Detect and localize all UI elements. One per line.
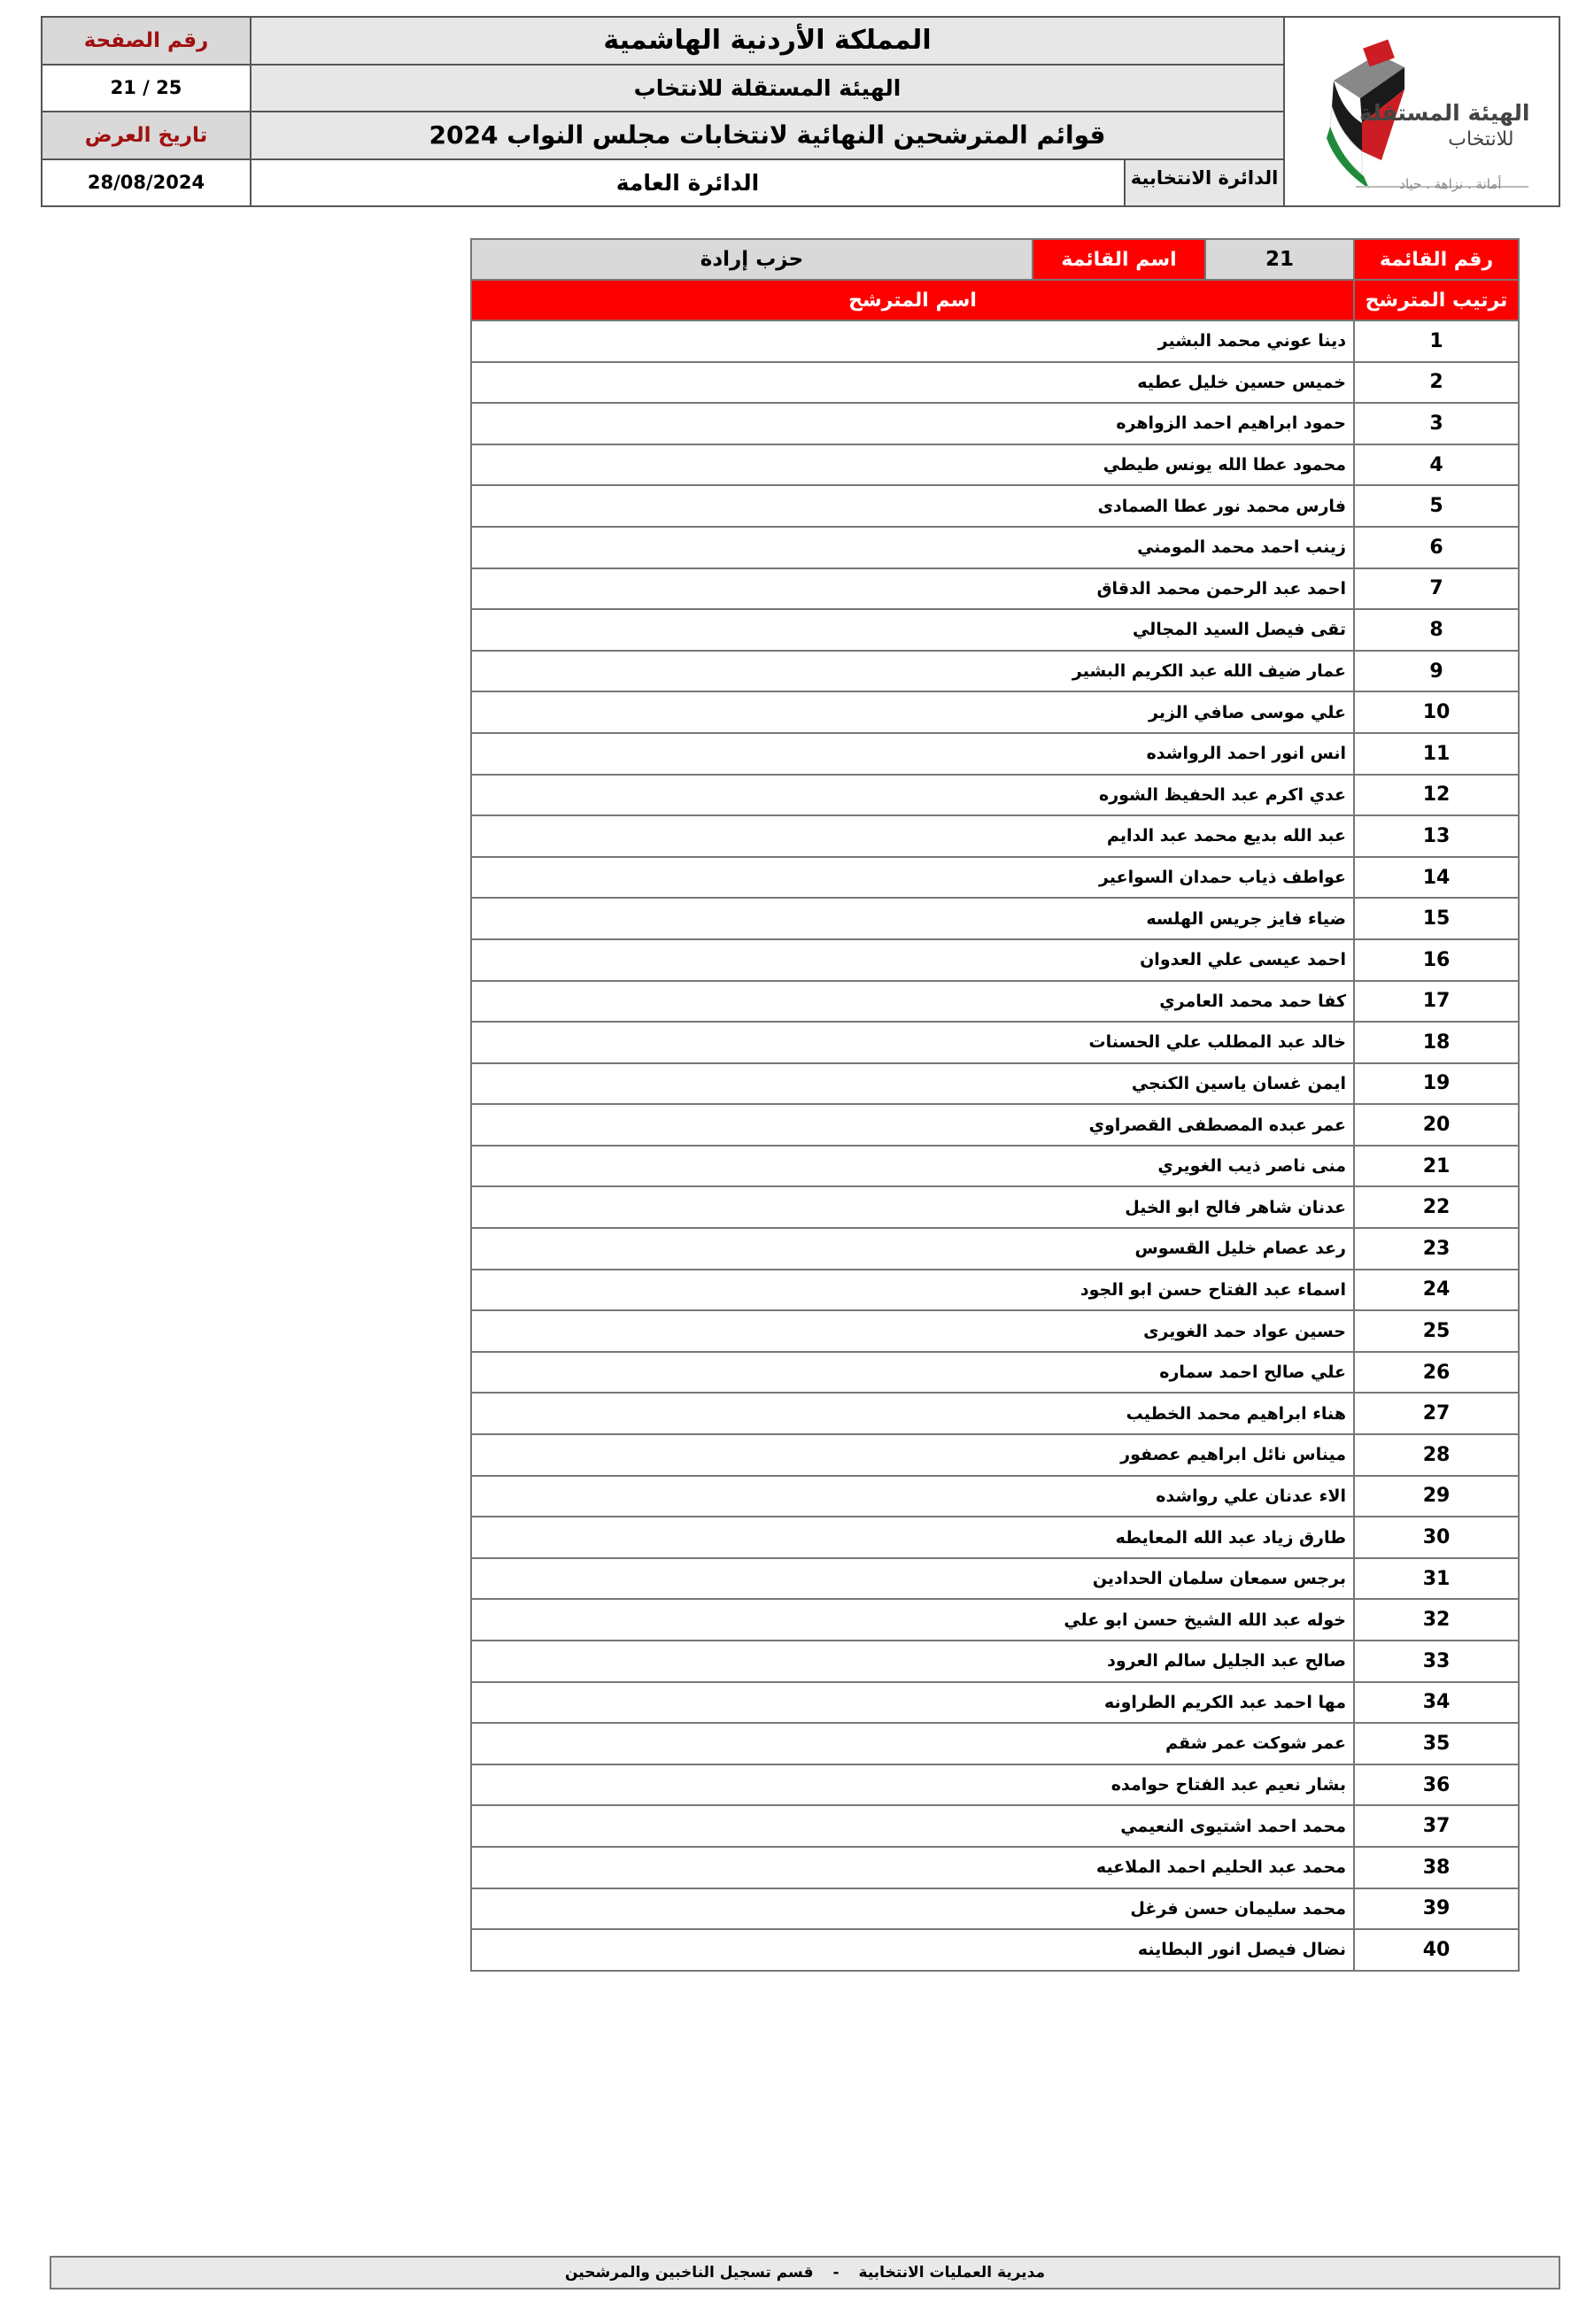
candidate-name: مها احمد عبد الكريم الطراونه <box>471 1682 1354 1724</box>
candidate-name: عمار ضيف الله عبد الكريم البشير <box>471 651 1354 692</box>
candidate-rank: 16 <box>1354 939 1519 981</box>
candidate-rank: 19 <box>1354 1063 1519 1105</box>
table-row <box>471 1723 1519 1764</box>
table-row <box>471 1476 1519 1517</box>
candidate-name: عمر شوكت عمر شقم <box>471 1723 1354 1764</box>
candidate-name: كفا حمد محمد العامري <box>471 981 1354 1023</box>
display-date-label: تاريخ العرض <box>43 112 250 160</box>
logo-name-line2: للانتخاب <box>1448 128 1514 151</box>
candidate-name: خوله عبد الله الشيخ حسن ابو علي <box>471 1599 1354 1641</box>
table-row <box>471 1186 1519 1228</box>
display-date-value: 28/08/2024 <box>43 160 250 206</box>
table-row <box>471 485 1519 527</box>
list-number-label: رقم القائمة <box>1354 239 1519 280</box>
candidate-rank: 40 <box>1354 1929 1519 1971</box>
candidate-rank: 7 <box>1354 568 1519 610</box>
rank-column-header: ترتيب المترشح <box>1354 280 1519 320</box>
table-row <box>471 1310 1519 1352</box>
candidate-name: علي صالح احمد سماره <box>471 1352 1354 1394</box>
candidate-rank: 18 <box>1354 1022 1519 1063</box>
table-row <box>471 691 1519 733</box>
table-row <box>471 1104 1519 1146</box>
table-row <box>471 1764 1519 1806</box>
candidate-rank: 22 <box>1354 1186 1519 1228</box>
candidate-rank: 4 <box>1354 444 1519 486</box>
candidate-rank: 35 <box>1354 1723 1519 1764</box>
table-row <box>471 320 1519 362</box>
candidate-name: احمد عبد الرحمن محمد الدقاق <box>471 568 1354 610</box>
candidate-name: عواطف ذياب حمدان السواعير <box>471 857 1354 899</box>
commission-title: الهيئة المستقلة للانتخاب <box>251 66 1283 113</box>
district-label: الدائرة الانتخابية <box>1124 160 1283 206</box>
table-row <box>471 403 1519 444</box>
list-name-label: اسم القائمة <box>1033 239 1205 280</box>
table-row <box>471 1393 1519 1434</box>
table-row <box>471 733 1519 775</box>
candidate-name: عمر عبده المصطفى القصراوي <box>471 1104 1354 1146</box>
candidate-name: منى ناصر ذيب الغويري <box>471 1146 1354 1187</box>
candidate-rank: 29 <box>1354 1476 1519 1517</box>
table-row <box>471 857 1519 899</box>
district-row <box>251 160 1283 206</box>
column-header-row <box>471 280 1519 320</box>
candidate-rank: 8 <box>1354 609 1519 651</box>
table-row <box>471 1352 1519 1394</box>
candidate-name: ايمن غسان ياسين الكنجي <box>471 1063 1354 1105</box>
table-row <box>471 444 1519 486</box>
candidate-rank: 20 <box>1354 1104 1519 1146</box>
table-row <box>471 1682 1519 1724</box>
table-row <box>471 815 1519 857</box>
page-number-value: 21 / 25 <box>43 66 250 113</box>
candidate-name: فارس محمد نور عطا الصمادى <box>471 485 1354 527</box>
candidate-rank: 10 <box>1354 691 1519 733</box>
candidate-name: دينا عوني محمد البشير <box>471 320 1354 362</box>
table-row <box>471 981 1519 1023</box>
footer-directorate: مديرية العمليات الانتخابية <box>858 2264 1046 2282</box>
candidate-name: عدنان شاهر فالح ابو الخيل <box>471 1186 1354 1228</box>
candidate-name: عدي اكرم عبد الحفيظ الشوره <box>471 775 1354 816</box>
title-column <box>251 18 1285 205</box>
candidate-name: رعد عصام خليل القسوس <box>471 1228 1354 1270</box>
candidate-rank: 33 <box>1354 1641 1519 1682</box>
table-row <box>471 1641 1519 1682</box>
candidate-rank: 13 <box>1354 815 1519 857</box>
candidate-rank: 12 <box>1354 775 1519 816</box>
candidate-name: احمد عيسى علي العدوان <box>471 939 1354 981</box>
candidate-name: الاء عدنان علي رواشده <box>471 1476 1354 1517</box>
commission-logo <box>1307 27 1537 196</box>
table-row <box>471 1022 1519 1063</box>
table-row <box>471 1929 1519 1971</box>
candidate-rank: 32 <box>1354 1599 1519 1641</box>
candidate-rank: 5 <box>1354 485 1519 527</box>
candidate-name: هناء ابراهيم محمد الخطيب <box>471 1393 1354 1434</box>
table-row <box>471 1558 1519 1600</box>
candidate-rank: 30 <box>1354 1517 1519 1558</box>
candidate-name: محمد عبد الحليم احمد الملاعيه <box>471 1847 1354 1888</box>
candidate-name: اسماء عبد الفتاح حسن ابو الجود <box>471 1270 1354 1311</box>
candidate-name: زينب احمد محمد المومني <box>471 527 1354 568</box>
table-row <box>471 527 1519 568</box>
candidate-rank: 9 <box>1354 651 1519 692</box>
candidate-rank: 24 <box>1354 1270 1519 1311</box>
page-info-column <box>43 18 251 205</box>
candidate-rank: 17 <box>1354 981 1519 1023</box>
footer-separator: - <box>832 2264 840 2282</box>
list-info-row <box>471 239 1519 280</box>
candidate-rank: 21 <box>1354 1146 1519 1187</box>
candidate-rank: 28 <box>1354 1434 1519 1476</box>
candidate-rank: 27 <box>1354 1393 1519 1434</box>
candidate-name: عبد الله بديع محمد عبد الدايم <box>471 815 1354 857</box>
candidate-rank: 15 <box>1354 898 1519 939</box>
table-row <box>471 1063 1519 1105</box>
table-row <box>471 1517 1519 1558</box>
table-row <box>471 1805 1519 1847</box>
candidate-rank: 1 <box>1354 320 1519 362</box>
table-row <box>471 609 1519 651</box>
candidate-name: برجس سمعان سلمان الحدادين <box>471 1558 1354 1600</box>
candidate-name: خميس حسين خليل عطيه <box>471 362 1354 404</box>
table-row <box>471 898 1519 939</box>
candidate-rank: 34 <box>1354 1682 1519 1724</box>
list-name-value: حزب إرادة <box>471 239 1033 280</box>
table-row <box>471 568 1519 610</box>
candidate-rank: 25 <box>1354 1310 1519 1352</box>
candidate-name: تقى فيصل السيد المجالي <box>471 609 1354 651</box>
candidate-column-header: اسم المترشح <box>471 280 1354 320</box>
page-footer <box>50 2256 1560 2289</box>
candidate-name: خالد عبد المطلب علي الحسنات <box>471 1022 1354 1063</box>
candidate-rank: 39 <box>1354 1888 1519 1930</box>
candidate-rank: 3 <box>1354 403 1519 444</box>
table-row <box>471 1270 1519 1311</box>
logo-area <box>1285 18 1559 205</box>
table-row <box>471 1888 1519 1930</box>
table-row <box>471 651 1519 692</box>
report-title: قوائم المترشحين النهائية لانتخابات مجلس النواب 2024 <box>251 112 1283 160</box>
table-row <box>471 775 1519 816</box>
candidate-name: محمود عطا الله يونس طيطي <box>471 444 1354 486</box>
candidate-rank: 6 <box>1354 527 1519 568</box>
candidate-rank: 23 <box>1354 1228 1519 1270</box>
candidate-rank: 37 <box>1354 1805 1519 1847</box>
candidate-rank: 36 <box>1354 1764 1519 1806</box>
kingdom-title: المملكة الأردنية الهاشمية <box>251 18 1283 66</box>
candidates-table <box>470 238 1520 1972</box>
candidate-rank: 38 <box>1354 1847 1519 1888</box>
footer-section: قسم تسجيل الناخبين والمرشحين <box>565 2264 814 2282</box>
candidate-name: حسين عواد حمد الغويرى <box>471 1310 1354 1352</box>
candidate-rank: 2 <box>1354 362 1519 404</box>
candidate-name: انس انور احمد الرواشده <box>471 733 1354 775</box>
candidate-name: حمود ابراهيم احمد الزواهره <box>471 403 1354 444</box>
candidate-name: ضياء فايز جريس الهلسه <box>471 898 1354 939</box>
report-header <box>41 16 1560 207</box>
district-value: الدائرة العامة <box>615 169 760 196</box>
list-number-value: 21 <box>1205 239 1354 280</box>
candidate-rank: 26 <box>1354 1352 1519 1394</box>
table-row <box>471 362 1519 404</box>
candidate-name: محمد احمد اشتيوى النعيمي <box>471 1805 1354 1847</box>
table-row <box>471 1146 1519 1187</box>
candidate-rank: 31 <box>1354 1558 1519 1600</box>
table-row <box>471 1228 1519 1270</box>
table-row <box>471 1847 1519 1888</box>
candidate-name: محمد سليمان حسن فرغل <box>471 1888 1354 1930</box>
candidate-name: طارق زياد عبد الله المعايطه <box>471 1517 1354 1558</box>
candidate-rank: 14 <box>1354 857 1519 899</box>
candidate-name: نضال فيصل انور البطاينه <box>471 1929 1354 1971</box>
candidate-name: صالح عبد الجليل سالم العرود <box>471 1641 1354 1682</box>
table-row <box>471 1434 1519 1476</box>
candidate-name: ميناس نائل ابراهيم عصفور <box>471 1434 1354 1476</box>
logo-name-line1: الهيئة المستقلة <box>1359 100 1530 126</box>
table-row <box>471 1599 1519 1641</box>
table-row <box>471 939 1519 981</box>
page-number-label: رقم الصفحة <box>43 18 250 66</box>
candidate-name: بشار نعيم عبد الفتاح حوامده <box>471 1764 1354 1806</box>
candidate-rows <box>471 320 1519 1971</box>
candidate-name: علي موسى صافي الزير <box>471 691 1354 733</box>
candidate-rank: 11 <box>1354 733 1519 775</box>
logo-slogan: أمانة . نزاهة . حياد <box>1399 176 1502 192</box>
